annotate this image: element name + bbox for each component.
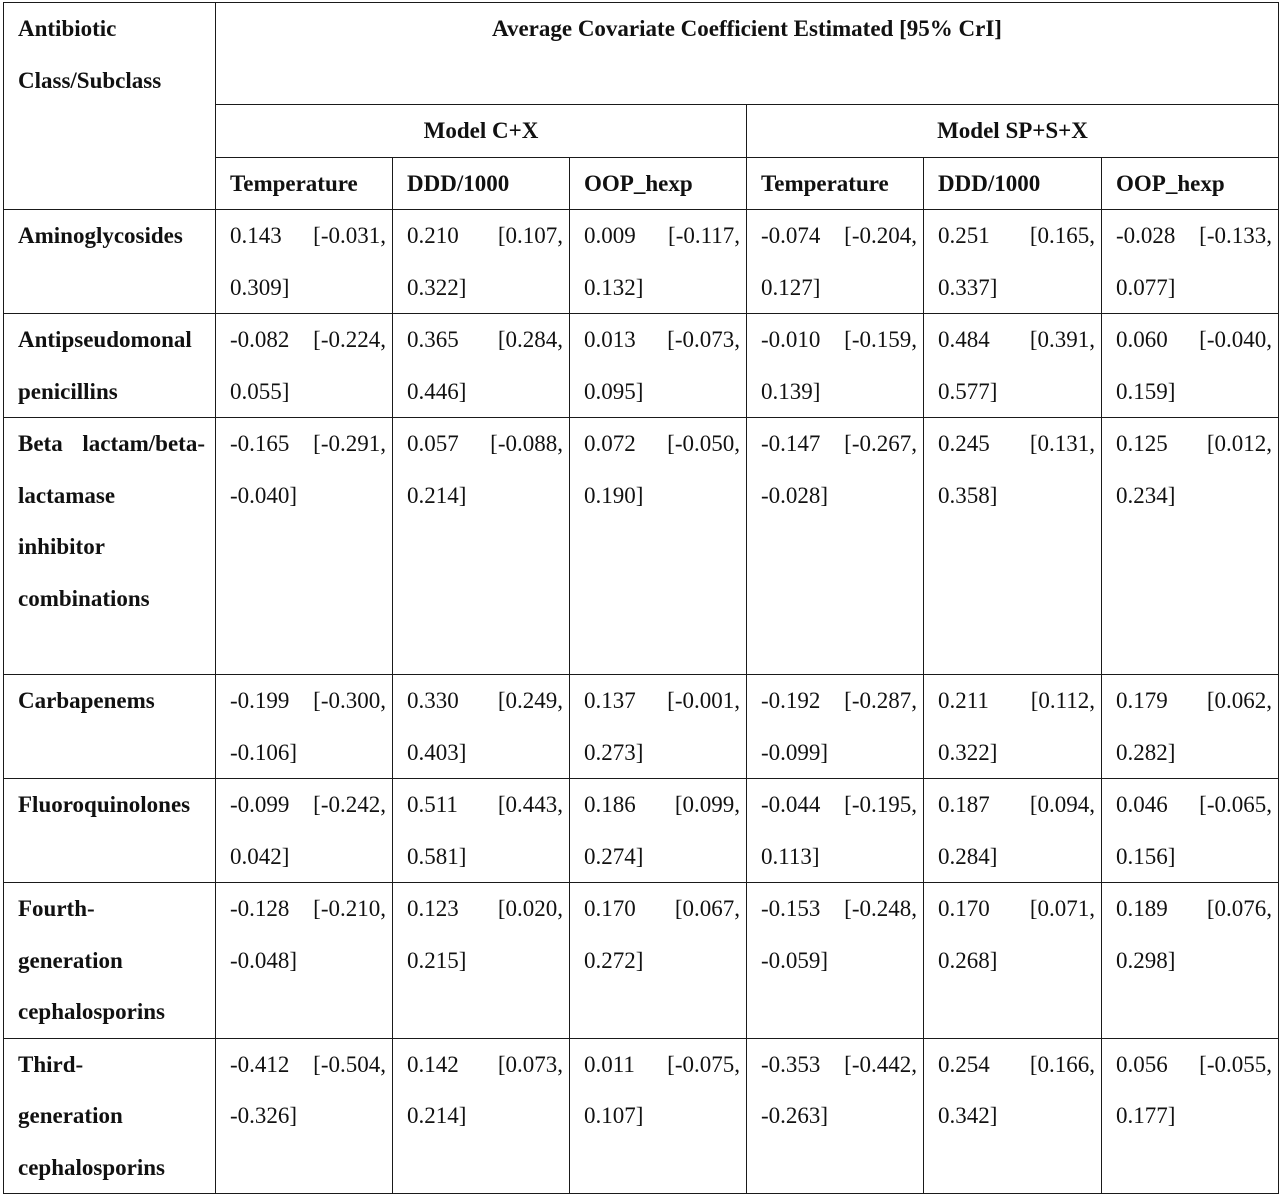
table-cell: 0.046 [-0.065, 0.156]: [1102, 779, 1279, 883]
column-header: DDD/1000: [393, 157, 570, 210]
table-cell: 0.142 [0.073, 0.214]: [393, 1038, 570, 1194]
table-cell: 0.211 [0.112, 0.322]: [924, 675, 1102, 779]
table-row: [4, 675, 1279, 779]
row-label: Beta lactam/beta-lactamase inhibitor combinations: [4, 418, 216, 675]
table-cell: -0.147 [-0.267, -0.028]: [747, 418, 924, 675]
row-label: Antipseudomonal penicillins: [4, 314, 216, 418]
table-cell: -0.044 [-0.195, 0.113]: [747, 779, 924, 883]
row-label: Fluoroquinolones: [4, 779, 216, 883]
table-cell: -0.353 [-0.442, -0.263]: [747, 1038, 924, 1194]
table-cell: 0.123 [0.020, 0.215]: [393, 883, 570, 1039]
table-row: [4, 210, 1279, 314]
table-row: [4, 418, 1279, 675]
table-cell: 0.056 [-0.055, 0.177]: [1102, 1038, 1279, 1194]
corner-header: Antibiotic Class/Subclass: [4, 3, 216, 210]
table-cell: 0.143 [-0.031, 0.309]: [216, 210, 393, 314]
table-cell: 0.330 [0.249, 0.403]: [393, 675, 570, 779]
table-cell: 0.189 [0.076, 0.298]: [1102, 883, 1279, 1039]
column-header: DDD/1000: [924, 157, 1102, 210]
column-header: OOP_hexp: [570, 157, 747, 210]
table-cell: 0.011 [-0.075, 0.107]: [570, 1038, 747, 1194]
table-cell: 0.170 [0.071, 0.268]: [924, 883, 1102, 1039]
table-cell: 0.365 [0.284, 0.446]: [393, 314, 570, 418]
table-cell: 0.170 [0.067, 0.272]: [570, 883, 747, 1039]
table-cell: -0.099 [-0.242, 0.042]: [216, 779, 393, 883]
table-container: [3, 2, 1279, 1194]
table-cell: 0.013 [-0.073, 0.095]: [570, 314, 747, 418]
table-row: [4, 779, 1279, 883]
table-cell: -0.153 [-0.248, -0.059]: [747, 883, 924, 1039]
table-cell: -0.165 [-0.291, -0.040]: [216, 418, 393, 675]
table-cell: 0.210 [0.107, 0.322]: [393, 210, 570, 314]
table-cell: 0.186 [0.099, 0.274]: [570, 779, 747, 883]
table-row: [4, 1038, 1279, 1194]
table-cell: 0.125 [0.012, 0.234]: [1102, 418, 1279, 675]
top-header: Average Covariate Coefficient Estimated [95% CrI]: [216, 3, 1279, 105]
coefficients-table: [3, 2, 1279, 1194]
table-cell: 0.072 [-0.050, 0.190]: [570, 418, 747, 675]
table-cell: -0.192 [-0.287, -0.099]: [747, 675, 924, 779]
table-cell: -0.010 [-0.159, 0.139]: [747, 314, 924, 418]
table-cell: 0.057 [-0.088, 0.214]: [393, 418, 570, 675]
table-cell: 0.060 [-0.040, 0.159]: [1102, 314, 1279, 418]
table-cell: -0.199 [-0.300, -0.106]: [216, 675, 393, 779]
table-cell: 0.245 [0.131, 0.358]: [924, 418, 1102, 675]
column-header: Temperature: [216, 157, 393, 210]
table-cell: 0.254 [0.166, 0.342]: [924, 1038, 1102, 1194]
table-row: [4, 314, 1279, 418]
table-cell: -0.074 [-0.204, 0.127]: [747, 210, 924, 314]
table-cell: 0.137 [-0.001, 0.273]: [570, 675, 747, 779]
table-cell: -0.128 [-0.210, -0.048]: [216, 883, 393, 1039]
table-cell: 0.009 [-0.117, 0.132]: [570, 210, 747, 314]
row-label: Aminoglycosides: [4, 210, 216, 314]
row-label: Third-generation cephalosporins: [4, 1038, 216, 1194]
model-header-spsx: Model SP+S+X: [747, 105, 1279, 158]
table-cell: 0.251 [0.165, 0.337]: [924, 210, 1102, 314]
column-header: Temperature: [747, 157, 924, 210]
table-cell: -0.412 [-0.504, -0.326]: [216, 1038, 393, 1194]
row-label: Carbapenems: [4, 675, 216, 779]
table-row: [4, 883, 1279, 1039]
table-cell: 0.179 [0.062, 0.282]: [1102, 675, 1279, 779]
table-cell: -0.082 [-0.224, 0.055]: [216, 314, 393, 418]
table-cell: 0.187 [0.094, 0.284]: [924, 779, 1102, 883]
table-cell: -0.028 [-0.133, 0.077]: [1102, 210, 1279, 314]
row-label: Fourth-generation cephalosporins: [4, 883, 216, 1039]
table-cell: 0.484 [0.391, 0.577]: [924, 314, 1102, 418]
column-header: OOP_hexp: [1102, 157, 1279, 210]
table-cell: 0.511 [0.443, 0.581]: [393, 779, 570, 883]
model-header-cx: Model C+X: [216, 105, 747, 158]
